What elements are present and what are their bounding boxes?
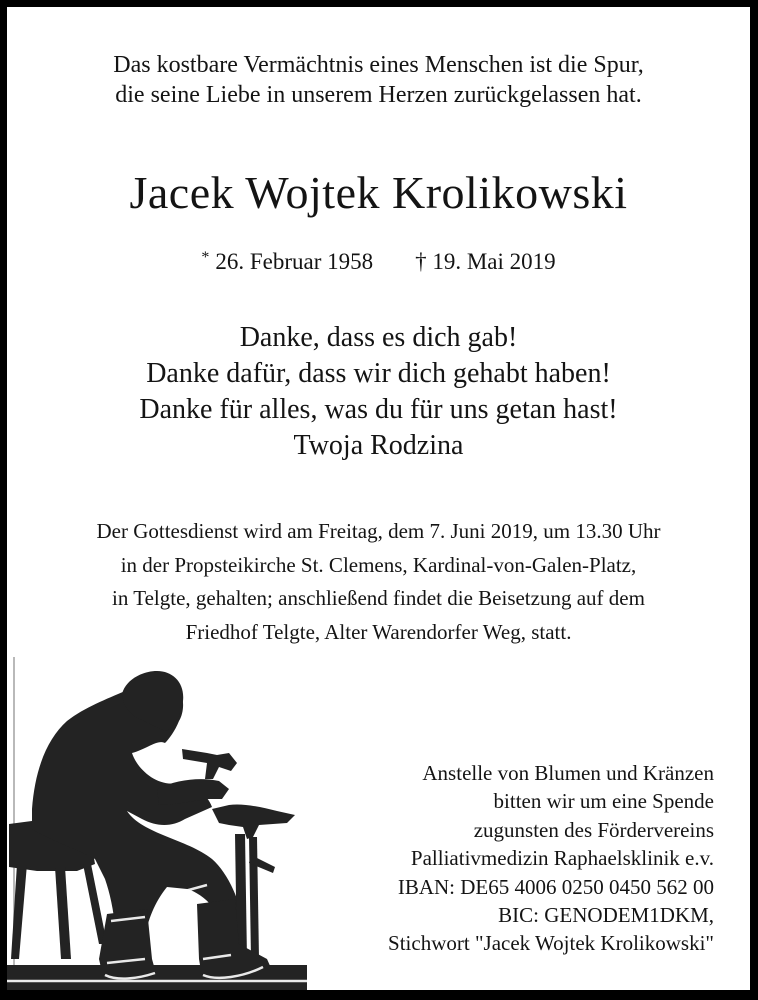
family-signature: Twoja Rodzina — [293, 430, 464, 461]
donation-line: Anstelle von Blumen und Kränzen — [422, 761, 714, 785]
service-line: in der Propsteikirche St. Clemens, Kardinal-von-Galen-Platz, — [120, 552, 637, 577]
death-cross-icon: † — [415, 249, 427, 274]
donation-recipient: zugunsten des Fördervereins — [473, 817, 714, 842]
service-line: in Telgte, gehalten; anschließend findet die Beisetzung auf dem — [112, 586, 645, 610]
thanks-line: Danke, dass es dich gab! — [239, 322, 518, 353]
thanks-section — [7, 320, 750, 464]
donation-iban: IBAN: DE65 4006 0250 0450 562 00 — [397, 874, 714, 899]
thanks-line: Danke dafür, dass wir dich gehabt haben! — [146, 358, 611, 389]
donation-request — [388, 759, 714, 958]
motto-quote — [7, 50, 750, 110]
donation-line: bitten wir um eine Spende — [493, 789, 714, 814]
birth-star-icon: * — [201, 249, 210, 266]
motto-line: Das kostbare Vermächtnis eines Menschen ist die Spur, — [113, 52, 644, 78]
funeral-service-info — [7, 515, 750, 649]
craftsman-silhouette-icon — [7, 659, 307, 990]
birth-date: 26. Februar 1958 — [215, 249, 374, 274]
thanks-line: Danke für alles, was du für uns getan hast! — [139, 394, 618, 425]
service-line: Der Gottesdienst wird am Freitag, dem 7. Juni 2019, um 13.30 Uhr — [96, 519, 661, 543]
service-line: Friedhof Telgte, Alter Warendorfer Weg, statt. — [185, 619, 572, 644]
death-date: 19. Mai 2019 — [432, 249, 556, 274]
donation-recipient: Palliativmedizin Raphaelsklinik e.v. — [410, 846, 714, 871]
obituary-notice — [7, 7, 750, 990]
life-dates — [7, 243, 750, 277]
donation-bic: BIC: GENODEM1DKM, — [498, 903, 714, 928]
donation-keyword: Stichwort "Jacek Wojtek Krolikowski" — [388, 931, 714, 956]
motto-line: die seine Liebe in unserem Herzen zurückgelassen hat. — [115, 82, 642, 108]
deceased-name: Jacek Wojtek Krolikowski — [129, 167, 628, 218]
